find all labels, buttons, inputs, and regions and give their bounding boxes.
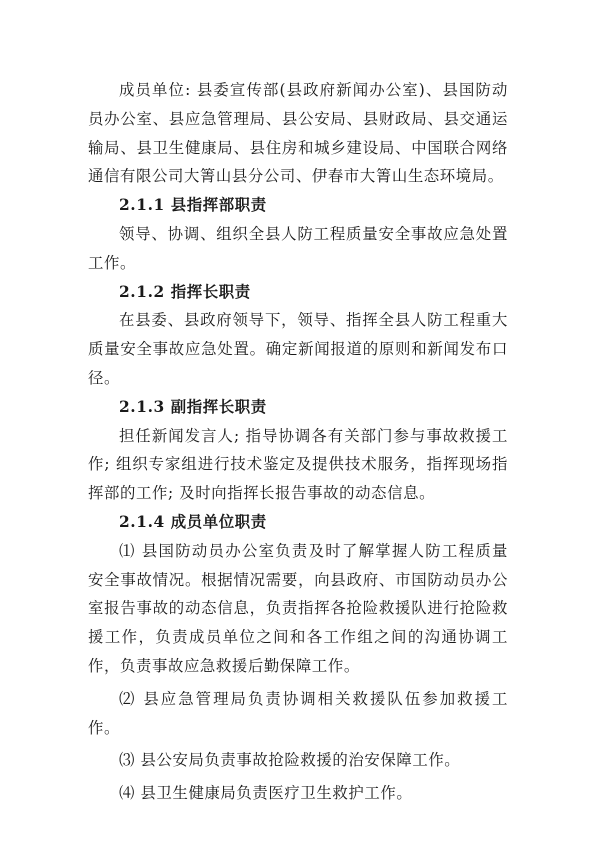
member-duty-item-4: ⑷ 县卫生健康局负责医疗卫生救护工作。: [119, 784, 413, 803]
member-units-paragraph: 成员单位: 县委宣传部(县政府新闻办公室)、县国防动员办公室、县应急管理局、县公安局、县财政局、县交通运输局、县卫生健康局、县住房和城乡建设局、中国联合网络通信有限公司大箐山县分公司、伊春市大箐山生态环境局。: [88, 81, 508, 186]
deputy-commander-duties-paragraph: 担任新闻发言人; 指导协调各有关部门参与事故救援工作; 组织专家组进行技术鉴定及提供技术服务，指挥现场指挥部的工作; 及时向指挥长报告事故的动态信息。: [88, 426, 508, 503]
section-heading-2-1-1: 2.1.1 县指挥部职责: [119, 196, 267, 215]
section-heading-2-1-3: 2.1.3 副指挥长职责: [119, 397, 267, 416]
member-duty-item-1: ⑴ 县国防动员办公室负责及时了解掌握人防工程质量安全事故情况。根据情况需要，向县政府、市国防动员办公室报告事故的动态信息，负责指挥各抢险救援队进行抢险救援工作，负责成员单位之间和各工作组之间的沟通协调工作，负责事故应急救援后勤保障工作。: [88, 541, 508, 675]
section-heading-2-1-4: 2.1.4 成员单位职责: [119, 512, 267, 531]
commander-duties-paragraph: 在县委、县政府领导下，领导、指挥全县人防工程重大质量安全事故应急处置。确定新闻报道的原则和新闻发布口径。: [88, 311, 508, 387]
member-duty-item-2: ⑵ 县应急管理局负责协调相关救援队伍参加救援工作。: [88, 689, 508, 737]
section-heading-2-1-2: 2.1.2 指挥长职责: [119, 282, 251, 301]
document-body: [88, 76, 508, 808]
county-hq-duties-paragraph: 领导、协调、组织全县人防工程质量安全事故应急处置工作。: [88, 224, 508, 272]
member-duty-item-3: ⑶ 县公安局负责事故抢险救援的治安保障工作。: [119, 751, 461, 770]
